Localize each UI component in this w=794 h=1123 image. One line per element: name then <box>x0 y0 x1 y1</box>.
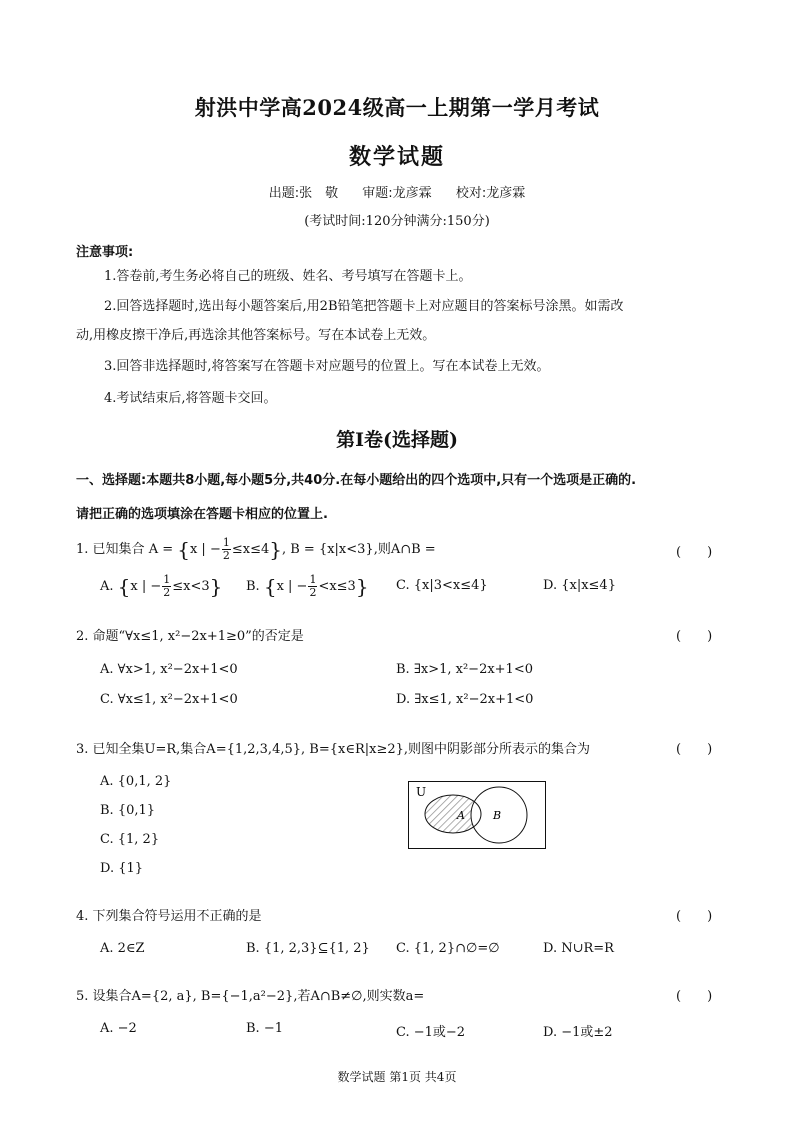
q1-setA-inner: x | − <box>189 542 221 557</box>
question-3: 3. 已知全集U=R,集合A={1,2,3,4,5}, B={x∈R|x≥2},则图中阴影部分所表示的集合为 <box>76 742 591 757</box>
section-intro-2: 请把正确的选项填涂在答题卡相应的位置上. <box>76 507 328 522</box>
exam-time: (考试时间:120分钟满分:150分) <box>304 214 490 229</box>
notice-item-2: 2.回答选择题时,选出每小题答案后,用2B铅笔把答题卡上对应题目的答案标号涂黑。如需改 <box>104 299 624 314</box>
option-text: <x≤3 <box>318 579 356 594</box>
page-footer: 数学试题 第1页 共4页 <box>337 1070 457 1084</box>
fraction-numerator: 1 <box>163 573 171 586</box>
brace-close-icon: } <box>269 537 282 562</box>
exam-title: 射洪中学高2024级高一上期第一学月考试 <box>194 95 600 120</box>
brace-open-icon: { <box>263 574 277 599</box>
credit-proofreader: 校对:龙彦霖 <box>455 186 526 201</box>
option-text: x | − <box>276 579 308 594</box>
q5-option-b: B. −1 <box>246 1021 283 1036</box>
option-label: B. <box>246 579 260 594</box>
answer-paren-q4: ( ) <box>676 909 713 924</box>
question-4: 4. 下列集合符号运用不正确的是 <box>76 909 262 924</box>
q1-setA-pre: A = <box>148 542 178 557</box>
q3-option-d: D. {1} <box>100 861 144 876</box>
q5-option-d: D. −1或±2 <box>543 1025 613 1040</box>
q2-option-c: C. ∀x≤1, x²−2x+1<0 <box>100 692 238 707</box>
notice-heading: 注意事项: <box>76 245 134 260</box>
brace-open-icon: { <box>117 574 131 599</box>
q4-option-d: D. N∪R=R <box>543 941 614 956</box>
answer-paren-q3: ( ) <box>676 742 713 757</box>
q4-option-b: B. {1, 2,3}⊆{1, 2} <box>246 941 370 956</box>
answer-paren-q5: ( ) <box>676 989 713 1004</box>
q5-option-a: A. −2 <box>100 1021 137 1036</box>
fraction-numerator: 1 <box>222 536 230 549</box>
q1-lead: 1. 已知集合 <box>76 542 145 557</box>
q4-option-c: C. {1, 2}∩∅=∅ <box>396 941 500 956</box>
credit-reviewer: 审题:龙彦霖 <box>362 186 432 201</box>
question-2: 2. 命题“∀x≤1, x²−2x+1≥0”的否定是 <box>76 629 304 644</box>
notice-item-2-cont: 动,用橡皮擦干净后,再选涂其他答案标号。写在本试卷上无效。 <box>76 328 436 343</box>
fraction-denominator: 2 <box>163 586 171 599</box>
question-1 <box>76 537 436 562</box>
venn-label-u: U <box>416 785 427 799</box>
q2-option-b: B. ∃x>1, x²−2x+1<0 <box>396 662 533 677</box>
venn-label-b: B <box>493 809 502 822</box>
q3-option-c: C. {1, 2} <box>100 832 160 847</box>
brace-close-icon: } <box>209 574 223 599</box>
credit-author: 出题:张 敬 <box>268 186 339 201</box>
section-intro-1: 一、选择题:本题共8小题,每小题5分,共40分.在每小题给出的四个选项中,只有一个选项是正确的. <box>76 473 637 488</box>
fraction <box>308 574 317 599</box>
q1-setA-post: ≤x≤4 <box>231 542 270 557</box>
q2-option-a: A. ∀x>1, x²−2x+1<0 <box>100 662 238 677</box>
answer-paren-q1: ( ) <box>676 545 713 560</box>
section-title: 第Ⅰ卷(选择题) <box>336 429 458 451</box>
exam-subtitle: 数学试题 <box>348 144 445 170</box>
q4-option-a: A. 2∈Z <box>100 941 145 956</box>
q1-rest: , B = {x|x<3},则A∩B = <box>281 542 436 557</box>
fraction <box>222 537 231 562</box>
brace-close-icon: } <box>355 574 369 599</box>
answer-paren-q2: ( ) <box>676 629 713 644</box>
option-text: x | − <box>130 579 162 594</box>
q1-option-c: C. {x|3<x≤4} <box>396 578 488 593</box>
venn-label-a: A <box>457 809 465 822</box>
fraction <box>162 574 171 599</box>
credits-line <box>0 182 794 201</box>
q1-option-d: D. {x|x≤4} <box>543 578 616 593</box>
notice-item-1: 1.答卷前,考生务必将自己的班级、姓名、考号填写在答题卡上。 <box>104 269 472 284</box>
venn-diagram <box>408 781 546 849</box>
q3-option-a: A. {0,1, 2} <box>100 774 172 789</box>
q1-option-b <box>246 574 369 599</box>
question-5: 5. 设集合A={2, a}, B={−1,a²−2},若A∩B≠∅,则实数a= <box>76 989 425 1004</box>
option-text: ≤x<3 <box>172 579 210 594</box>
brace-open-icon: { <box>177 537 190 562</box>
q5-option-c: C. −1或−2 <box>396 1025 466 1040</box>
q1-option-a <box>100 574 222 599</box>
fraction-numerator: 1 <box>309 573 317 586</box>
q2-option-d: D. ∃x≤1, x²−2x+1<0 <box>396 692 534 707</box>
q3-option-b: B. {0,1} <box>100 803 156 818</box>
fraction-denominator: 2 <box>222 549 230 562</box>
fraction-denominator: 2 <box>309 586 317 599</box>
notice-item-3: 3.回答非选择题时,将答案写在答题卡对应题号的位置上。写在本试卷上无效。 <box>104 359 550 374</box>
option-label: A. <box>100 579 114 594</box>
notice-item-4: 4.考试结束后,将答题卡交回。 <box>104 391 277 406</box>
